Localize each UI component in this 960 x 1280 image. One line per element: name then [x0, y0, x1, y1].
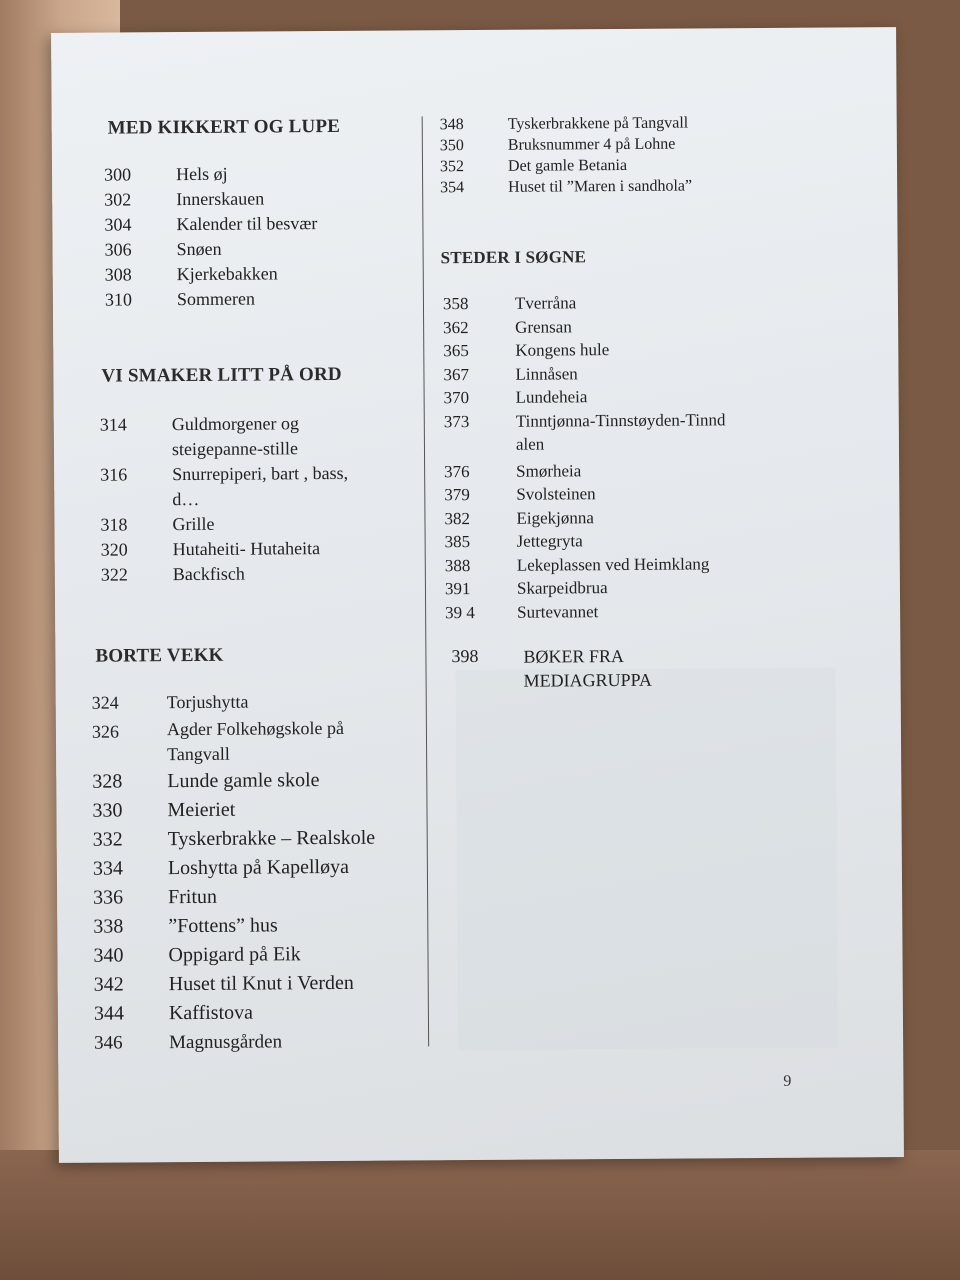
- continued-entries: [439, 111, 860, 197]
- entry-page: 332: [92, 828, 123, 851]
- toc-entry: [440, 153, 860, 177]
- toc-entry: [440, 174, 860, 198]
- entry-page: 308: [104, 264, 132, 285]
- page-number: 9: [783, 1072, 792, 1090]
- toc-entry: [92, 715, 432, 767]
- section-steder-i-sogne: [440, 243, 861, 622]
- entry-page: 352: [439, 158, 465, 176]
- toc-entry: [93, 823, 433, 854]
- entry-page: 314: [99, 414, 127, 435]
- entry-list: [92, 686, 435, 1057]
- toc-entry: [444, 480, 864, 506]
- entry-title: ”Fottens” hus: [168, 914, 278, 938]
- entry-title: Snøen: [176, 238, 222, 260]
- entry-title: Oppigard på Eik: [168, 943, 301, 967]
- toc-entry: [443, 360, 863, 386]
- entry-page: 324: [91, 692, 119, 713]
- entry-page: 354: [440, 179, 465, 197]
- entry-title: Det gamle Betania: [507, 156, 628, 175]
- section-heading: MED KIKKERT OG LUPE: [107, 115, 341, 139]
- entry-title: Snurrepiperi, bart , bass, d…: [172, 462, 349, 510]
- toc-entry: [101, 535, 441, 562]
- right-column: [439, 27, 859, 691]
- toc-entry: [92, 686, 432, 717]
- toc-entry: [100, 460, 440, 512]
- entry-title: Hutaheiti- Hutaheita: [172, 538, 321, 560]
- entry-list: [100, 410, 441, 587]
- entry-page: 379: [444, 485, 470, 505]
- entry-title: Lekeplassen ved Heimklang: [516, 553, 710, 575]
- toc-entry: [93, 852, 433, 883]
- entry-page: 338: [93, 915, 124, 938]
- entry-title: Kongens hule: [515, 340, 610, 360]
- entry-page: 348: [439, 116, 464, 134]
- entry-page: 300: [103, 164, 132, 185]
- toc-entry: [93, 939, 433, 970]
- entry-title: Magnusgården: [169, 1031, 283, 1054]
- toc-entry: [104, 160, 444, 187]
- entry-title: Agder Folkehøgskole på Tangvall: [166, 717, 344, 765]
- toc-entry: [105, 260, 445, 287]
- entry-title: Grensan: [515, 316, 572, 337]
- entry-page: 346: [94, 1032, 123, 1054]
- toc-entry: [445, 598, 865, 624]
- toc-entry: [104, 210, 444, 237]
- page-shadow: [456, 668, 839, 1051]
- entry-page: 398: [451, 645, 479, 667]
- entry-title: Smørheia: [516, 460, 582, 481]
- entry-page: 336: [93, 886, 124, 909]
- entry-page: 302: [104, 189, 132, 210]
- entry-title: Grille: [172, 513, 215, 535]
- entry-page: 350: [439, 137, 464, 155]
- entry-page: 391: [444, 579, 471, 599]
- entry-page: 376: [444, 461, 470, 481]
- entry-page: 318: [100, 514, 128, 535]
- entry-page: 382: [444, 508, 471, 528]
- entry-title: Loshytta på Kapelløya: [167, 855, 350, 880]
- entry-page: 334: [92, 857, 123, 880]
- entry-page: 388: [444, 555, 471, 575]
- entry-title: Huset til ”Maren i sandhola”: [508, 177, 693, 196]
- entry-title: Kjerkebakken: [176, 263, 278, 285]
- entry-page: 304: [104, 214, 132, 235]
- entry-title: Eigekjønna: [516, 507, 594, 528]
- toc-entry: [94, 997, 434, 1028]
- entry-title: Guldmorgener og steigepanne-stille: [171, 413, 300, 460]
- entry-title: Kaffistova: [168, 1001, 254, 1025]
- toc-entry: [100, 510, 440, 537]
- left-column: [81, 30, 421, 1054]
- section-med-kikkert-og-lupe: [82, 114, 422, 310]
- entry-title: Sommeren: [176, 288, 255, 310]
- entry-title: Svolsteinen: [516, 484, 596, 504]
- entry-title: Tyskerbrakke – Realskole: [167, 826, 376, 851]
- entry-title: Fritun: [168, 885, 218, 909]
- background-bottom: [0, 1150, 960, 1280]
- entry-title: Kalender til besvær: [176, 213, 318, 235]
- entry-list: [443, 289, 865, 624]
- toc-entry: [451, 642, 871, 695]
- toc-entry: [444, 407, 864, 460]
- toc-entry: [443, 313, 863, 339]
- section-vi-smaker-litt-pa-ord: [83, 362, 423, 585]
- toc-entry: [444, 383, 864, 409]
- entry-title: Skarpeidbrua: [516, 578, 608, 598]
- section-heading: BORTE VEKK: [95, 644, 224, 667]
- entry-page: 358: [442, 294, 469, 314]
- entry-page: 316: [100, 464, 128, 485]
- entry-title: Jettegryta: [516, 531, 583, 551]
- entry-title: Tinntjønna-Tinnstøyden-Tinndalen: [515, 409, 726, 454]
- entry-page: 340: [93, 944, 124, 967]
- toc-entry: [443, 289, 863, 315]
- entry-page: 306: [104, 239, 132, 260]
- entry-list: [440, 111, 861, 198]
- section-heading: STEDER I SØGNE: [440, 247, 587, 268]
- entry-title: Torjushytta: [166, 691, 249, 713]
- toc-entry: [443, 336, 863, 362]
- toc-entry: [101, 560, 441, 587]
- toc-entry: [94, 1026, 434, 1057]
- entry-title: Lunde gamle skole: [167, 769, 320, 793]
- section-boker-fra-mediagruppa: [443, 642, 863, 691]
- entry-title: Meieriet: [167, 798, 236, 822]
- section-heading: VI SMAKER LITT PÅ ORD: [101, 363, 342, 387]
- entry-page: 322: [100, 564, 128, 585]
- entry-page: 344: [93, 1002, 124, 1025]
- section-borte-vekk: [85, 642, 425, 1054]
- entry-page: 365: [443, 341, 469, 361]
- entry-title: Hels øj: [175, 163, 228, 185]
- toc-entry: [445, 574, 865, 600]
- toc-entry: [440, 132, 860, 156]
- toc-entry: [105, 285, 445, 312]
- entry-list: [104, 160, 445, 312]
- entry-title: Linnåsen: [515, 363, 578, 384]
- entry-title: Surtevannet: [517, 601, 599, 622]
- entry-title: BØKER FRA MEDIAGRUPPA: [523, 645, 653, 691]
- entry-list: [451, 642, 871, 695]
- entry-page: 370: [443, 388, 470, 408]
- entry-page: 39 4: [445, 602, 475, 622]
- toc-entry: [94, 968, 434, 999]
- entry-page: 342: [93, 973, 124, 996]
- toc-entry: [93, 881, 433, 912]
- toc-entry: [104, 185, 444, 212]
- toc-entry: [100, 410, 440, 462]
- toc-entry: [92, 794, 432, 825]
- entry-page: 326: [91, 721, 120, 742]
- entry-page: 385: [444, 532, 471, 552]
- entry-page: 330: [92, 799, 123, 822]
- toc-entry: [444, 504, 864, 530]
- toc-entry: [445, 551, 865, 577]
- entry-title: Innerskauen: [176, 188, 265, 210]
- entry-page: 328: [92, 770, 123, 793]
- entry-title: Lundeheia: [515, 387, 588, 407]
- toc-entry: [440, 111, 860, 135]
- toc-entry: [92, 765, 432, 796]
- toc-entry: [445, 527, 865, 553]
- toc-entry: [93, 910, 433, 941]
- entry-title: Bruksnummer 4 på Lohne: [507, 135, 676, 154]
- entry-page: 367: [443, 364, 470, 384]
- entry-page: 362: [443, 317, 469, 337]
- toc-entry: [444, 457, 864, 483]
- entry-title: Tyskerbrakkene på Tangvall: [507, 114, 689, 133]
- book-page: [51, 27, 904, 1163]
- toc-entry: [104, 235, 444, 262]
- entry-page: 310: [104, 289, 132, 310]
- entry-title: Huset til Knut i Verden: [168, 971, 354, 996]
- entry-title: Backfisch: [172, 563, 245, 585]
- entry-page: 320: [100, 539, 128, 560]
- entry-page: 373: [443, 411, 470, 431]
- entry-title: Tverråna: [514, 293, 577, 313]
